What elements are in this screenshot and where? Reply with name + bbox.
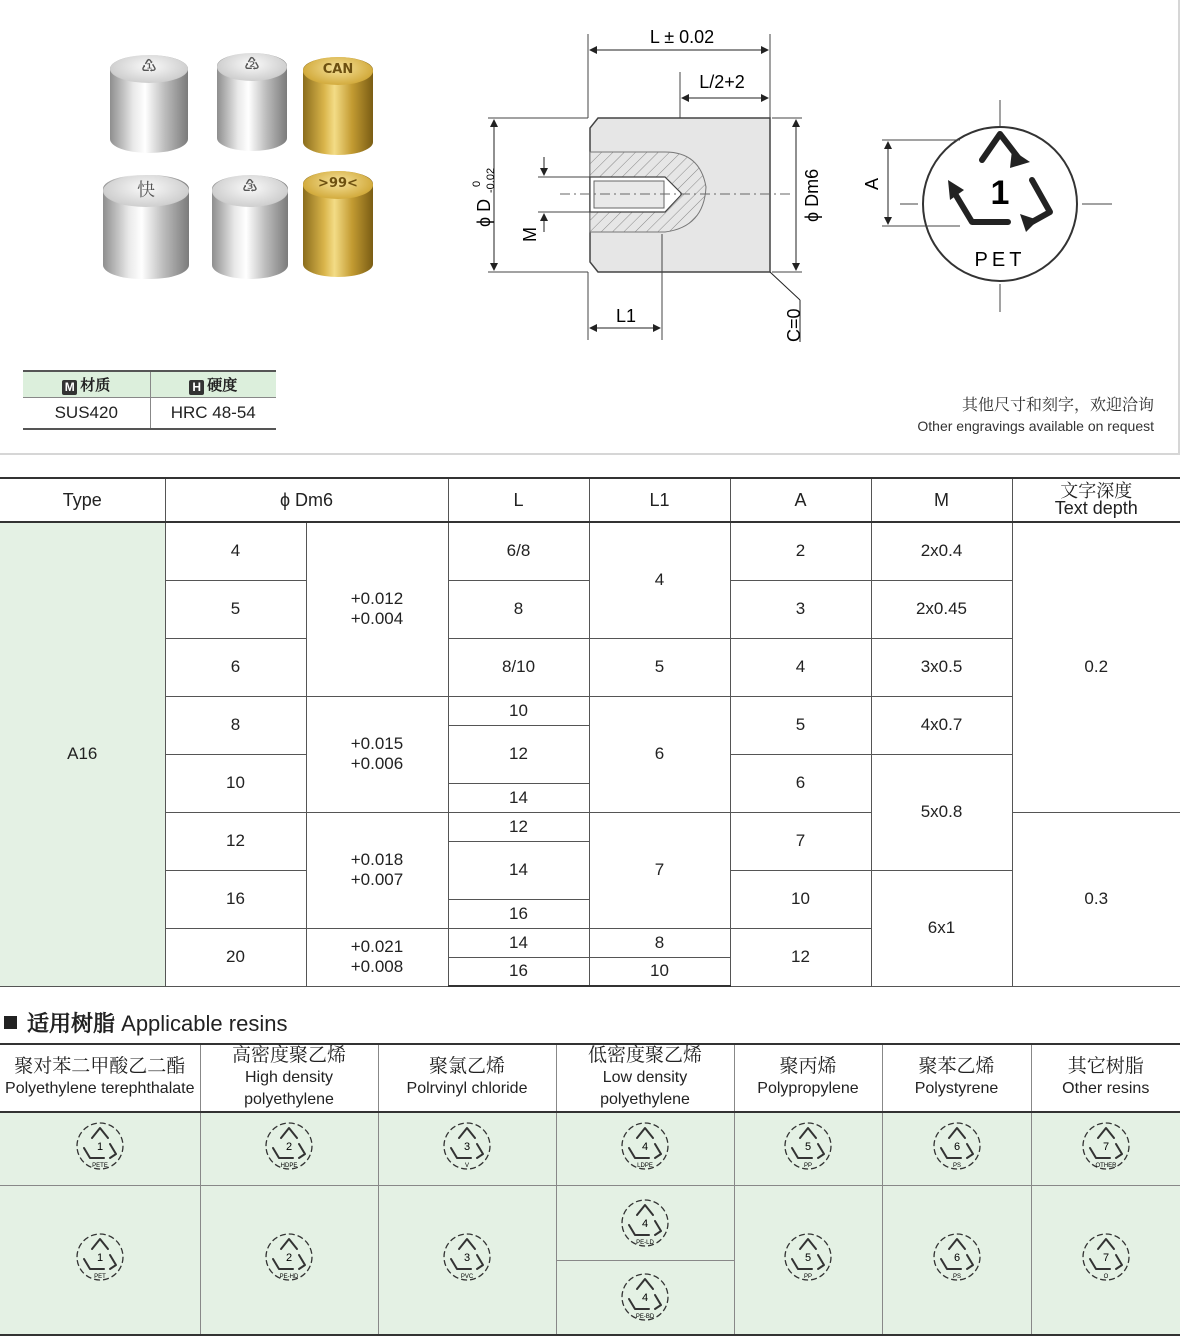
- resins-title: 适用树脂 Applicable resins: [4, 1007, 287, 1038]
- M-cell: 4x0.7: [871, 696, 1012, 754]
- resin-code-icon: [782, 1231, 834, 1283]
- L-cell: 14: [448, 783, 589, 812]
- pin-photo: [217, 53, 287, 151]
- A-cell: 3: [730, 580, 871, 638]
- svg-text:OTHER: OTHER: [1095, 1163, 1117, 1170]
- pin-photo: [110, 55, 188, 153]
- svg-text:PE-LD: PE-LD: [636, 1239, 654, 1246]
- spec-table: [0, 477, 1180, 987]
- d-cell: 5: [165, 580, 306, 638]
- L-cell: 8/10: [448, 638, 589, 696]
- L-cell: 16: [448, 957, 589, 986]
- L1-cell: 7: [589, 812, 730, 928]
- engraving-mark: ♴: [243, 54, 261, 75]
- d-cell: 4: [165, 522, 306, 580]
- svg-text:4: 4: [641, 1141, 649, 1154]
- tol-cell: +0.012 +0.004: [306, 522, 448, 696]
- engraving-mark: >99<: [318, 176, 358, 191]
- svg-text:PE-BD: PE-BD: [635, 1314, 655, 1320]
- L-cell: 10: [448, 696, 589, 725]
- pin-photo: [103, 175, 189, 279]
- tol-cell: +0.018 +0.007: [306, 812, 448, 928]
- pin-photo: [212, 175, 288, 279]
- M-cell: 6x1: [871, 870, 1012, 986]
- L-cell: 12: [448, 725, 589, 783]
- resin-cell: [1031, 1112, 1180, 1185]
- svg-text:7: 7: [1102, 1141, 1109, 1154]
- svg-text:PS: PS: [952, 1163, 961, 1170]
- pin-photo: [303, 57, 373, 155]
- tol-cell: +0.021 +0.008: [306, 928, 448, 986]
- resins-table: [0, 1043, 1180, 1336]
- engraving-mark: ♵: [241, 176, 259, 197]
- resin-code-icon: [263, 1231, 315, 1283]
- L1-cell: 4: [589, 522, 730, 638]
- A-cell: 5: [730, 696, 871, 754]
- svg-text:4: 4: [641, 1292, 649, 1304]
- resin-code-icon: [619, 1271, 671, 1323]
- product-photos: [95, 45, 385, 295]
- svg-text:PET: PET: [93, 1274, 106, 1280]
- depth-cell: 0.2: [1012, 522, 1180, 812]
- dim-M-label: M: [520, 227, 540, 242]
- svg-text:5: 5: [804, 1252, 812, 1264]
- symbol-number: 1: [990, 174, 1010, 212]
- svg-text:3: 3: [463, 1141, 471, 1154]
- header-M: M: [871, 478, 1012, 522]
- resin-cell: [200, 1112, 378, 1185]
- resin-code-icon: [1080, 1231, 1132, 1283]
- resin-header: 聚丙烯 Polypropylene: [734, 1044, 882, 1112]
- resin-code-icon: [441, 1120, 493, 1172]
- svg-text:PP: PP: [803, 1274, 813, 1280]
- A-cell: 6: [730, 754, 871, 812]
- svg-text:6: 6: [953, 1252, 960, 1264]
- note-zh: 其他尺寸和刻字，欢迎洽询: [961, 397, 1154, 414]
- symbol-text: PET: [974, 249, 1026, 271]
- svg-text:V: V: [464, 1163, 470, 1170]
- svg-text:PETE: PETE: [91, 1163, 108, 1170]
- resin-cell: [1031, 1185, 1180, 1335]
- L1-cell: 5: [589, 638, 730, 696]
- L1-cell: 8: [589, 928, 730, 957]
- engraving-mark: 快: [137, 180, 155, 201]
- hardness-header: H 硬度: [150, 371, 276, 397]
- resin-code-icon: [74, 1231, 126, 1283]
- resin-code-icon: [263, 1120, 315, 1172]
- dim-D-tol-upper: 0: [471, 180, 483, 187]
- dim-A-label: A: [862, 177, 882, 190]
- L-cell: 16: [448, 899, 589, 928]
- resin-cell: [378, 1112, 556, 1185]
- resin-code-icon: [931, 1120, 983, 1172]
- M-cell: 5x0.8: [871, 754, 1012, 870]
- svg-text:LDPE: LDPE: [637, 1163, 653, 1170]
- svg-text:PVC: PVC: [460, 1274, 474, 1280]
- L1-cell: 6: [589, 696, 730, 812]
- A-cell: 10: [730, 870, 871, 928]
- tol-cell: +0.015 +0.006: [306, 696, 448, 812]
- header-L: L: [448, 478, 589, 522]
- resin-code-icon: [74, 1120, 126, 1172]
- resin-code-icon: [619, 1120, 671, 1172]
- d-cell: 20: [165, 928, 306, 986]
- svg-text:2: 2: [285, 1141, 293, 1154]
- dim-Dm6-label: ϕ Dm6: [802, 168, 822, 222]
- svg-text:2: 2: [285, 1252, 293, 1264]
- resin-header: 聚氯乙烯 Polrvinyl chloride: [378, 1044, 556, 1112]
- material-table: [23, 370, 276, 430]
- svg-text:O: O: [1103, 1274, 1109, 1280]
- resin-cell: [200, 1185, 378, 1335]
- svg-text:7: 7: [1102, 1252, 1109, 1264]
- M-cell: 2x0.4: [871, 522, 1012, 580]
- L-cell: 12: [448, 812, 589, 841]
- header-text-depth: 文字深度 Text depth: [1012, 478, 1180, 522]
- M-cell: 2x0.45: [871, 580, 1012, 638]
- header-L1: L1: [589, 478, 730, 522]
- pin-photo: [303, 171, 373, 277]
- resin-header: 其它树脂 Other resins: [1031, 1044, 1180, 1112]
- hardness-value: HRC 48-54: [150, 397, 276, 429]
- dim-C-label: C=0: [784, 308, 804, 342]
- engraving-mark: ♳: [140, 56, 158, 77]
- resin-code-icon: [782, 1120, 834, 1172]
- depth-cell: 0.3: [1012, 812, 1180, 986]
- header-A: A: [730, 478, 871, 522]
- material-value: SUS420: [23, 397, 150, 429]
- note-en: Other engravings available on request: [917, 418, 1154, 434]
- dim-L-label: L ± 0.02: [649, 27, 715, 47]
- material-header: M 材质: [23, 371, 150, 397]
- resin-code-icon: [1080, 1120, 1132, 1172]
- header-type: Type: [0, 478, 165, 522]
- svg-text:PE-HD: PE-HD: [279, 1274, 299, 1280]
- resin-cell: [882, 1112, 1031, 1185]
- svg-text:HDPE: HDPE: [280, 1163, 298, 1170]
- dim-L2-label: L/2+2: [699, 72, 745, 92]
- resin-cell: [734, 1112, 882, 1185]
- resin-header: 低密度聚乙烯 Low density polyethylene: [556, 1044, 734, 1112]
- M-cell: 3x0.5: [871, 638, 1012, 696]
- dim-D-label: ϕ D: [474, 198, 494, 227]
- svg-text:4: 4: [641, 1217, 649, 1230]
- L-cell: 14: [448, 841, 589, 899]
- resin-cell: [556, 1112, 734, 1185]
- A-cell: 4: [730, 638, 871, 696]
- d-cell: 12: [165, 812, 306, 870]
- d-cell: 8: [165, 696, 306, 754]
- resin-cell: [556, 1185, 734, 1335]
- A-cell: 7: [730, 812, 871, 870]
- L-cell: 6/8: [448, 522, 589, 580]
- engraving-mark: CAN: [322, 62, 354, 77]
- svg-text:1: 1: [96, 1252, 103, 1264]
- resin-code-icon: [441, 1231, 493, 1283]
- resin-cell: [378, 1185, 556, 1335]
- dim-L1-label: L1: [615, 306, 637, 326]
- L1-cell: 10: [589, 957, 730, 986]
- resin-header: 聚苯乙烯 Polystyrene: [882, 1044, 1031, 1112]
- header-dm6: ϕ Dm6: [165, 478, 448, 522]
- svg-text:5: 5: [804, 1141, 812, 1154]
- L-cell: 14: [448, 928, 589, 957]
- svg-text:6: 6: [953, 1141, 960, 1154]
- resin-code-icon: [931, 1231, 983, 1283]
- d-cell: 16: [165, 870, 306, 928]
- A-cell: 12: [730, 928, 871, 986]
- technical-drawing: [460, 22, 1160, 352]
- svg-text:PP: PP: [803, 1163, 813, 1170]
- resin-cell: [0, 1112, 200, 1185]
- resin-cell: [0, 1185, 200, 1335]
- A-cell: 2: [730, 522, 871, 580]
- resin-header: 聚对苯二甲酸乙二酯 Polyethylene terephthalate: [0, 1044, 200, 1112]
- resin-header: 高密度聚乙烯 High density polyethylene: [200, 1044, 378, 1112]
- custom-note: [917, 392, 1154, 434]
- product-overview: [0, 0, 1180, 455]
- dim-D-tol-lower: -0.02: [485, 167, 497, 193]
- d-cell: 6: [165, 638, 306, 696]
- svg-text:3: 3: [463, 1252, 471, 1264]
- resin-code-icon: [619, 1197, 671, 1249]
- resin-cell: [734, 1185, 882, 1335]
- type-cell: A16: [0, 522, 165, 986]
- L-cell: 8: [448, 580, 589, 638]
- svg-text:PS: PS: [952, 1274, 961, 1280]
- d-cell: 10: [165, 754, 306, 812]
- svg-text:1: 1: [96, 1141, 103, 1154]
- resin-cell: [882, 1185, 1031, 1335]
